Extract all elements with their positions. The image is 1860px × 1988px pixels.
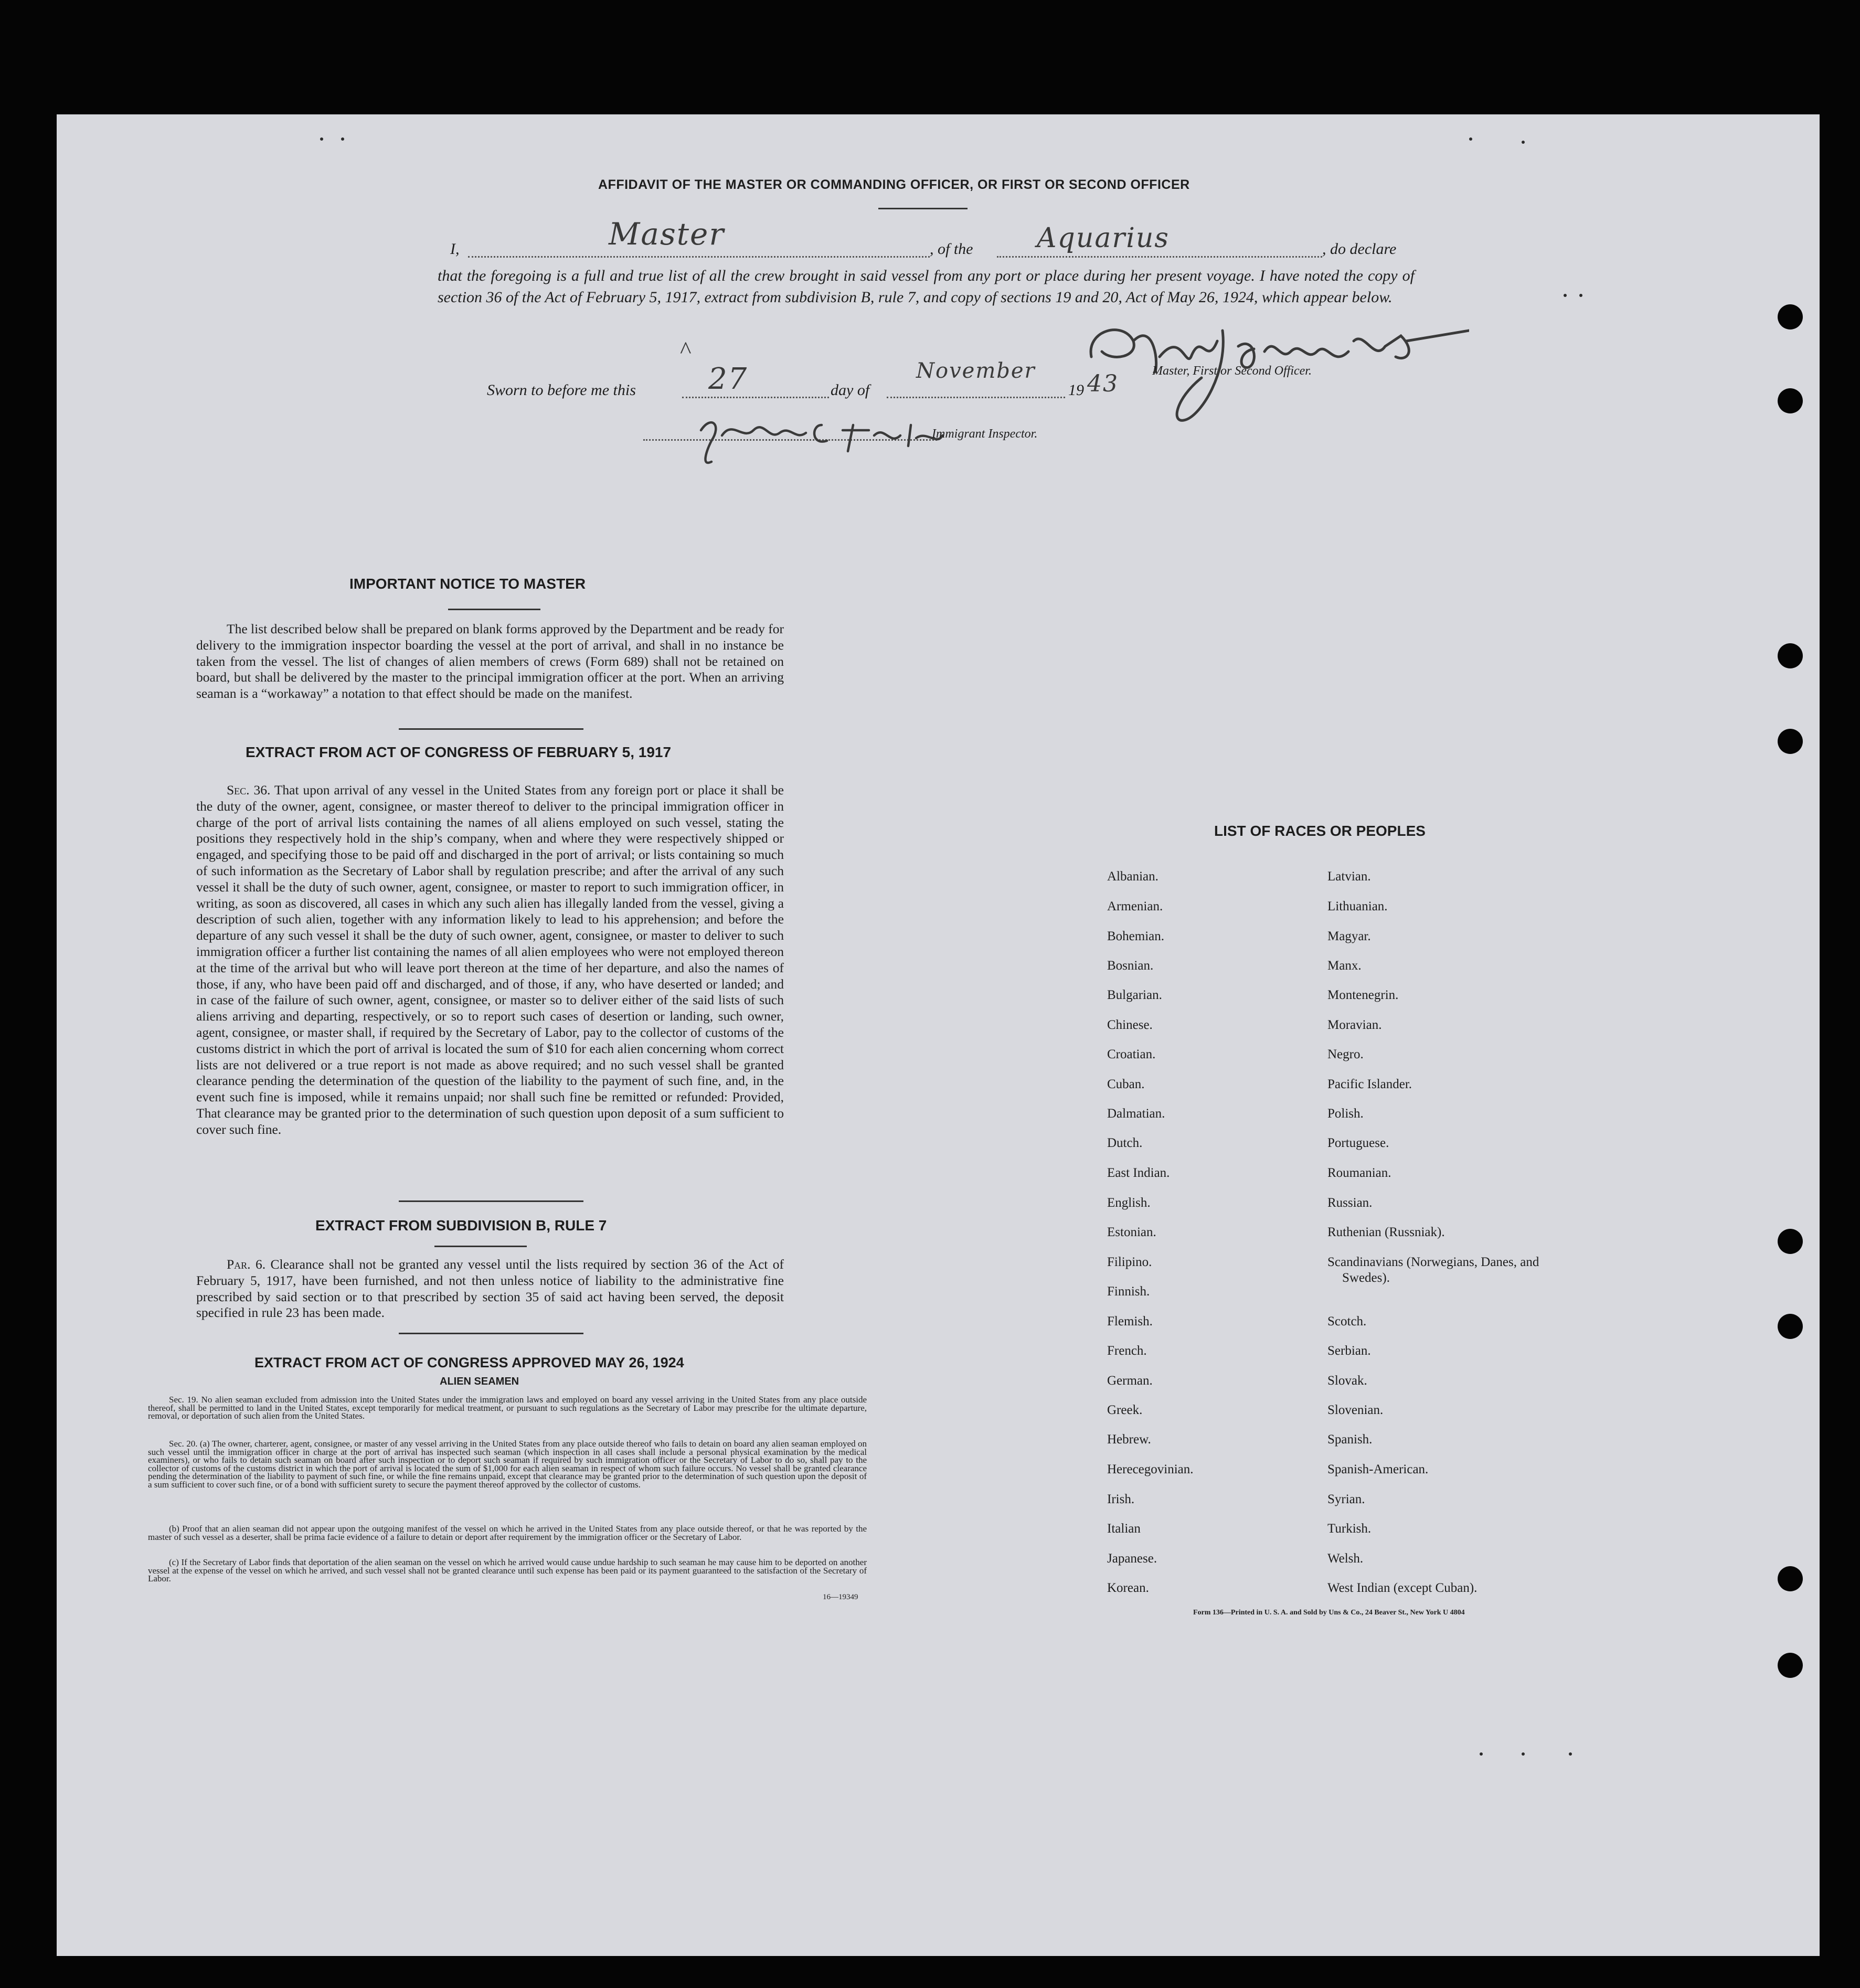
race-item: Pacific Islander.: [1327, 1077, 1412, 1091]
day-field-line: [682, 397, 829, 398]
race-item: Roumanian.: [1327, 1166, 1391, 1180]
race-item: Filipino.: [1107, 1255, 1152, 1269]
race-item: Finnish.: [1107, 1284, 1150, 1299]
sworn-month[interactable]: November: [916, 359, 1036, 383]
speck: [1579, 294, 1582, 297]
binder-hole: [1778, 1566, 1803, 1591]
race-item: Armenian.: [1107, 899, 1163, 913]
race-item: Syrian.: [1327, 1492, 1365, 1506]
affidavit-line1-mid: , of the: [930, 240, 973, 258]
speck: [1480, 1752, 1483, 1756]
affidavit-text: that the foregoing is a full and true list of all the crew brought in said vessel from any port or place during her present voyage. I have noted the copy of section 36 of the Act of February 5, 1917, extract from subdivision B, rule 7, and copy of sections 19 and 20, Act of May 26, 1924, which appear below.: [438, 267, 1415, 306]
binder-hole: [1778, 729, 1803, 754]
race-item: Polish.: [1327, 1107, 1364, 1121]
race-item: Scandinavians (Norwegians, Danes, and Swedes).: [1327, 1255, 1539, 1285]
race-item: Greek.: [1107, 1403, 1143, 1417]
race-item: Dutch.: [1107, 1136, 1143, 1150]
race-item: Japanese.: [1107, 1551, 1157, 1566]
affidavit-line1-suffix: , do declare: [1322, 240, 1397, 258]
race-item: Scotch.: [1327, 1314, 1367, 1328]
races-title: LIST OF RACES OR PEOPLES: [1214, 823, 1426, 839]
speck: [320, 137, 323, 141]
sworn-prefix: Sworn to before me this: [487, 381, 636, 399]
speck: [1564, 294, 1567, 297]
speck: [1469, 137, 1472, 141]
race-item: Spanish.: [1327, 1432, 1373, 1447]
race-item: Slovenian.: [1327, 1403, 1384, 1417]
binder-hole: [1778, 388, 1803, 413]
rule7-title: EXTRACT FROM SUBDIVISION B, RULE 7: [315, 1217, 607, 1234]
notice-title-rule: [448, 609, 540, 610]
sworn-day[interactable]: 27: [708, 362, 748, 396]
speck: [1522, 1752, 1525, 1756]
race-item: Montenegrin.: [1327, 988, 1399, 1002]
race-item: Spanish-American.: [1327, 1462, 1429, 1476]
rule7-label: Par. 6.: [227, 1257, 266, 1272]
race-item: Serbian.: [1327, 1344, 1371, 1358]
race-item: English.: [1107, 1196, 1151, 1210]
extract1917-label: Sec. 36.: [227, 782, 271, 798]
handwritten-name[interactable]: Master: [609, 216, 725, 252]
sec19-text: Sec. 19. No alien seaman excluded from admission into the United States under the immigration laws and employed on board any vessel arriving in the United States from any place outside thereof, shall be permitted to land in the United States, except temporarily for medical treatment, or pursuant to such regulations as the Secretary of Labor may prescribe for the ultimate departure, removal, or deportation of such alien from the United States.: [148, 1395, 867, 1421]
race-item: German.: [1107, 1374, 1153, 1388]
rule7-text: [196, 1257, 784, 1321]
race-item: Hebrew.: [1107, 1432, 1151, 1447]
race-item: Portuguese.: [1327, 1136, 1389, 1150]
race-item: Herecegovinian.: [1107, 1462, 1194, 1476]
race-item: Chinese.: [1107, 1018, 1153, 1032]
separator-rule: [399, 1200, 583, 1202]
sworn-year-prefix: 19: [1068, 381, 1084, 399]
printer-footer: Form 136—Printed in U. S. A. and Sold by Uns & Co., 24 Beaver St., New York U 4804: [1193, 1609, 1465, 1617]
notice-text: The list described below shall be prepared on blank forms approved by the Department and be ready for delivery to the immigration inspector boarding the vessel at the port of arrival, and shall in no instance be taken from the vessel. The list of changes of alien members of crews (Form 689) shall not be retained on board, but shall be delivered by the master to the principal immigration officer at the port. When an arriving seaman is a “workaway” a notation to that effect should be made on the manifest.: [196, 621, 784, 701]
speck: [1569, 1752, 1572, 1756]
rule7-title-rule: [434, 1246, 527, 1247]
extract1924-subtitle: ALIEN SEAMEN: [440, 1376, 519, 1387]
binder-hole: [1778, 643, 1803, 668]
form-code: 16—19349: [823, 1593, 858, 1601]
race-item: Cuban.: [1107, 1077, 1145, 1091]
caret-mark: ^: [680, 336, 692, 363]
race-item: Estonian.: [1107, 1225, 1156, 1239]
race-item: Albanian.: [1107, 869, 1158, 884]
master-caption: Master, First or Second Officer.: [1152, 364, 1312, 378]
binder-hole: [1778, 304, 1803, 329]
race-item: Moravian.: [1327, 1018, 1382, 1032]
race-item: Dalmatian.: [1107, 1107, 1165, 1121]
rule7-body: Clearance shall not be granted any vessel until the lists required by section 36 of the Act of February 5, 1917, have been furnished, and not then unless notice of liability to the administrative fine prescribed by said section or to that prescribed by section 35 of said act having been served, the deposit specified in rule 23 has been made.: [196, 1257, 784, 1321]
inspector-caption: Immigrant Inspector.: [932, 427, 1038, 441]
extract1924-title: EXTRACT FROM ACT OF CONGRESS APPROVED MAY 26, 1924: [254, 1355, 684, 1370]
race-item: Lithuanian.: [1327, 899, 1388, 913]
race-item: Magyar.: [1327, 929, 1371, 943]
race-item: Turkish.: [1327, 1522, 1372, 1536]
race-item: West Indian (except Cuban).: [1327, 1581, 1478, 1595]
month-field-line: [887, 397, 1065, 398]
extract1917-title: EXTRACT FROM ACT OF CONGRESS OF FEBRUARY 5, 1917: [246, 744, 672, 760]
extract1917-text: [196, 782, 784, 1138]
sec20c-text: (c) If the Secretary of Labor finds that deportation of the alien seaman on the vessel on which he arrived would cause undue hardship to such seaman he may cause him to be deported on another vessel at the expense of the vessel on which he arrived, and such vessel shall not be granted clearance until such expense has been paid or its payment guaranteed to the satisfaction of the Secretary of Labor.: [148, 1557, 867, 1584]
sworn-year[interactable]: 43: [1087, 370, 1119, 397]
race-item: Korean.: [1107, 1581, 1149, 1595]
speck: [341, 137, 344, 141]
affidavit-title: AFFIDAVIT OF THE MASTER OR COMMANDING OFFICER, OR FIRST OR SECOND OFFICER: [598, 177, 1190, 192]
sec20b-text: (b) Proof that an alien seaman did not appear upon the outgoing manifest of the vessel on which he arrived in the United States from any place outside thereof, or that he was reported by the master of such vessel as a deserter, shall be prima facie evidence of a failure to detain or deport after requirement by the immigration officer or the Secretary of Labor.: [148, 1524, 867, 1542]
race-item: Manx.: [1327, 959, 1362, 973]
binder-hole: [1778, 1653, 1803, 1678]
inspector-signature[interactable]: [690, 409, 953, 472]
binder-hole: [1778, 1229, 1803, 1254]
vessel-field-line: [997, 256, 1322, 258]
race-item: Russian.: [1327, 1196, 1373, 1210]
notice-title: IMPORTANT NOTICE TO MASTER: [349, 576, 586, 592]
race-item: East Indian.: [1107, 1166, 1170, 1180]
sec20a-text: Sec. 20. (a) The owner, charterer, agent, consignee, or master of any vessel arriving in the United States from any place outside thereof who fails to detain on board any alien seaman employed on such vessel until the immigration officer in charge at the port of arrival has inspected such seaman (which inspection in all cases shall include a personal physical examination by the medical examiners), or who fails to detain such seaman on board after such inspection or to deport such seaman if required by such immigration officer or the Secretary of Labor to do so, shall pay to the collector of customs of the customs district in which the port of arrival is located the sum of $1,000 for each alien seaman in respect of whom such failure occurs. No vessel shall be granted clearance pending the determination of the liability to payment of such fine, or while the fine remains unpaid, except that clearance may be granted prior to the determination of such question upon the deposit of a sum sufficient to cover such fine, or of a bond with sufficient surety to secure the payment thereof approved by the collector of customs.: [148, 1439, 867, 1490]
race-item: French.: [1107, 1344, 1147, 1358]
race-item: Welsh.: [1327, 1551, 1364, 1566]
name-field-line: [468, 256, 930, 258]
handwritten-vessel[interactable]: Aquarius: [1037, 222, 1170, 254]
extract1917-body: That upon arrival of any vessel in the United States from any foreign port or place it shall be the duty of the owner, agent, consignee, or master thereof to deliver to the principal immigration officer in charge of the port of arrival lists containing the names of all aliens employed on such vessel, stating the positions they respectively hold in the ship’s company, when and where they were respectively shipped or engaged, and specifying those to be paid off and discharged in the port of arrival; or lists containing so much of such information as the Secretary of Labor shall by regulation prescribe; and after the arrival of any such vessel it shall be the duty of such owner, agent, consignee, or master to report to such immigration officer, in writing, as soon as discovered, all cases in which any such alien has illegally landed from the vessel, giving a description of such alien, together with any information likely to lead to his apprehension; and before the departure of any such vessel it shall be the duty of such owner, agent, consignee, or master to deliver to such immigration officer a further list containing the names of all alien employees who were not employed thereon at the time of the arrival but who will leave port thereon at the time of her departure, and also the names of those, if any, who have been paid off and discharged, and of those, if any, who have deserted or landed; and in case of the failure of such owner, agent, consignee, or master so to deliver either of the said lists of such aliens arriving and departing, respectively, or so to report such cases of desertion or landing, such owner, agent, consignee, or master shall, if required by the Secretary of Labor, pay to the collector of customs of the customs district in which the port of arrival is located the sum of $10 for each alien concerning whom correct lists are not delivered or a true report is not made as above required; and no such vessel shall be granted clearance pending the determination of the question of the liability to the payment of such fine, and, in the event such fine is imposed, while it remains unpaid; nor shall such fine be remitted or refunded: Provided, That clearance may be granted prior to the determination of such question upon deposit of a sum sufficient to cover such fine.: [196, 782, 784, 1137]
separator-rule: [399, 728, 583, 730]
race-item: Italian: [1107, 1522, 1141, 1536]
race-item: Latvian.: [1327, 869, 1371, 884]
race-item: Bulgarian.: [1107, 988, 1162, 1002]
race-item: Bohemian.: [1107, 929, 1165, 943]
binder-hole: [1778, 1314, 1803, 1339]
race-item: Ruthenian (Russniak).: [1327, 1225, 1445, 1239]
race-item: Irish.: [1107, 1492, 1135, 1506]
race-item: Negro.: [1327, 1047, 1364, 1061]
affidavit-line1-prefix: I,: [450, 240, 460, 258]
race-item: Slovak.: [1327, 1374, 1367, 1388]
race-item: Bosnian.: [1107, 959, 1154, 973]
separator-rule: [399, 1333, 583, 1334]
race-item: Flemish.: [1107, 1314, 1153, 1328]
sworn-day-of: day of: [831, 381, 870, 399]
title-rule: [878, 208, 968, 209]
race-item: Croatian.: [1107, 1047, 1156, 1061]
speck: [1522, 141, 1525, 144]
